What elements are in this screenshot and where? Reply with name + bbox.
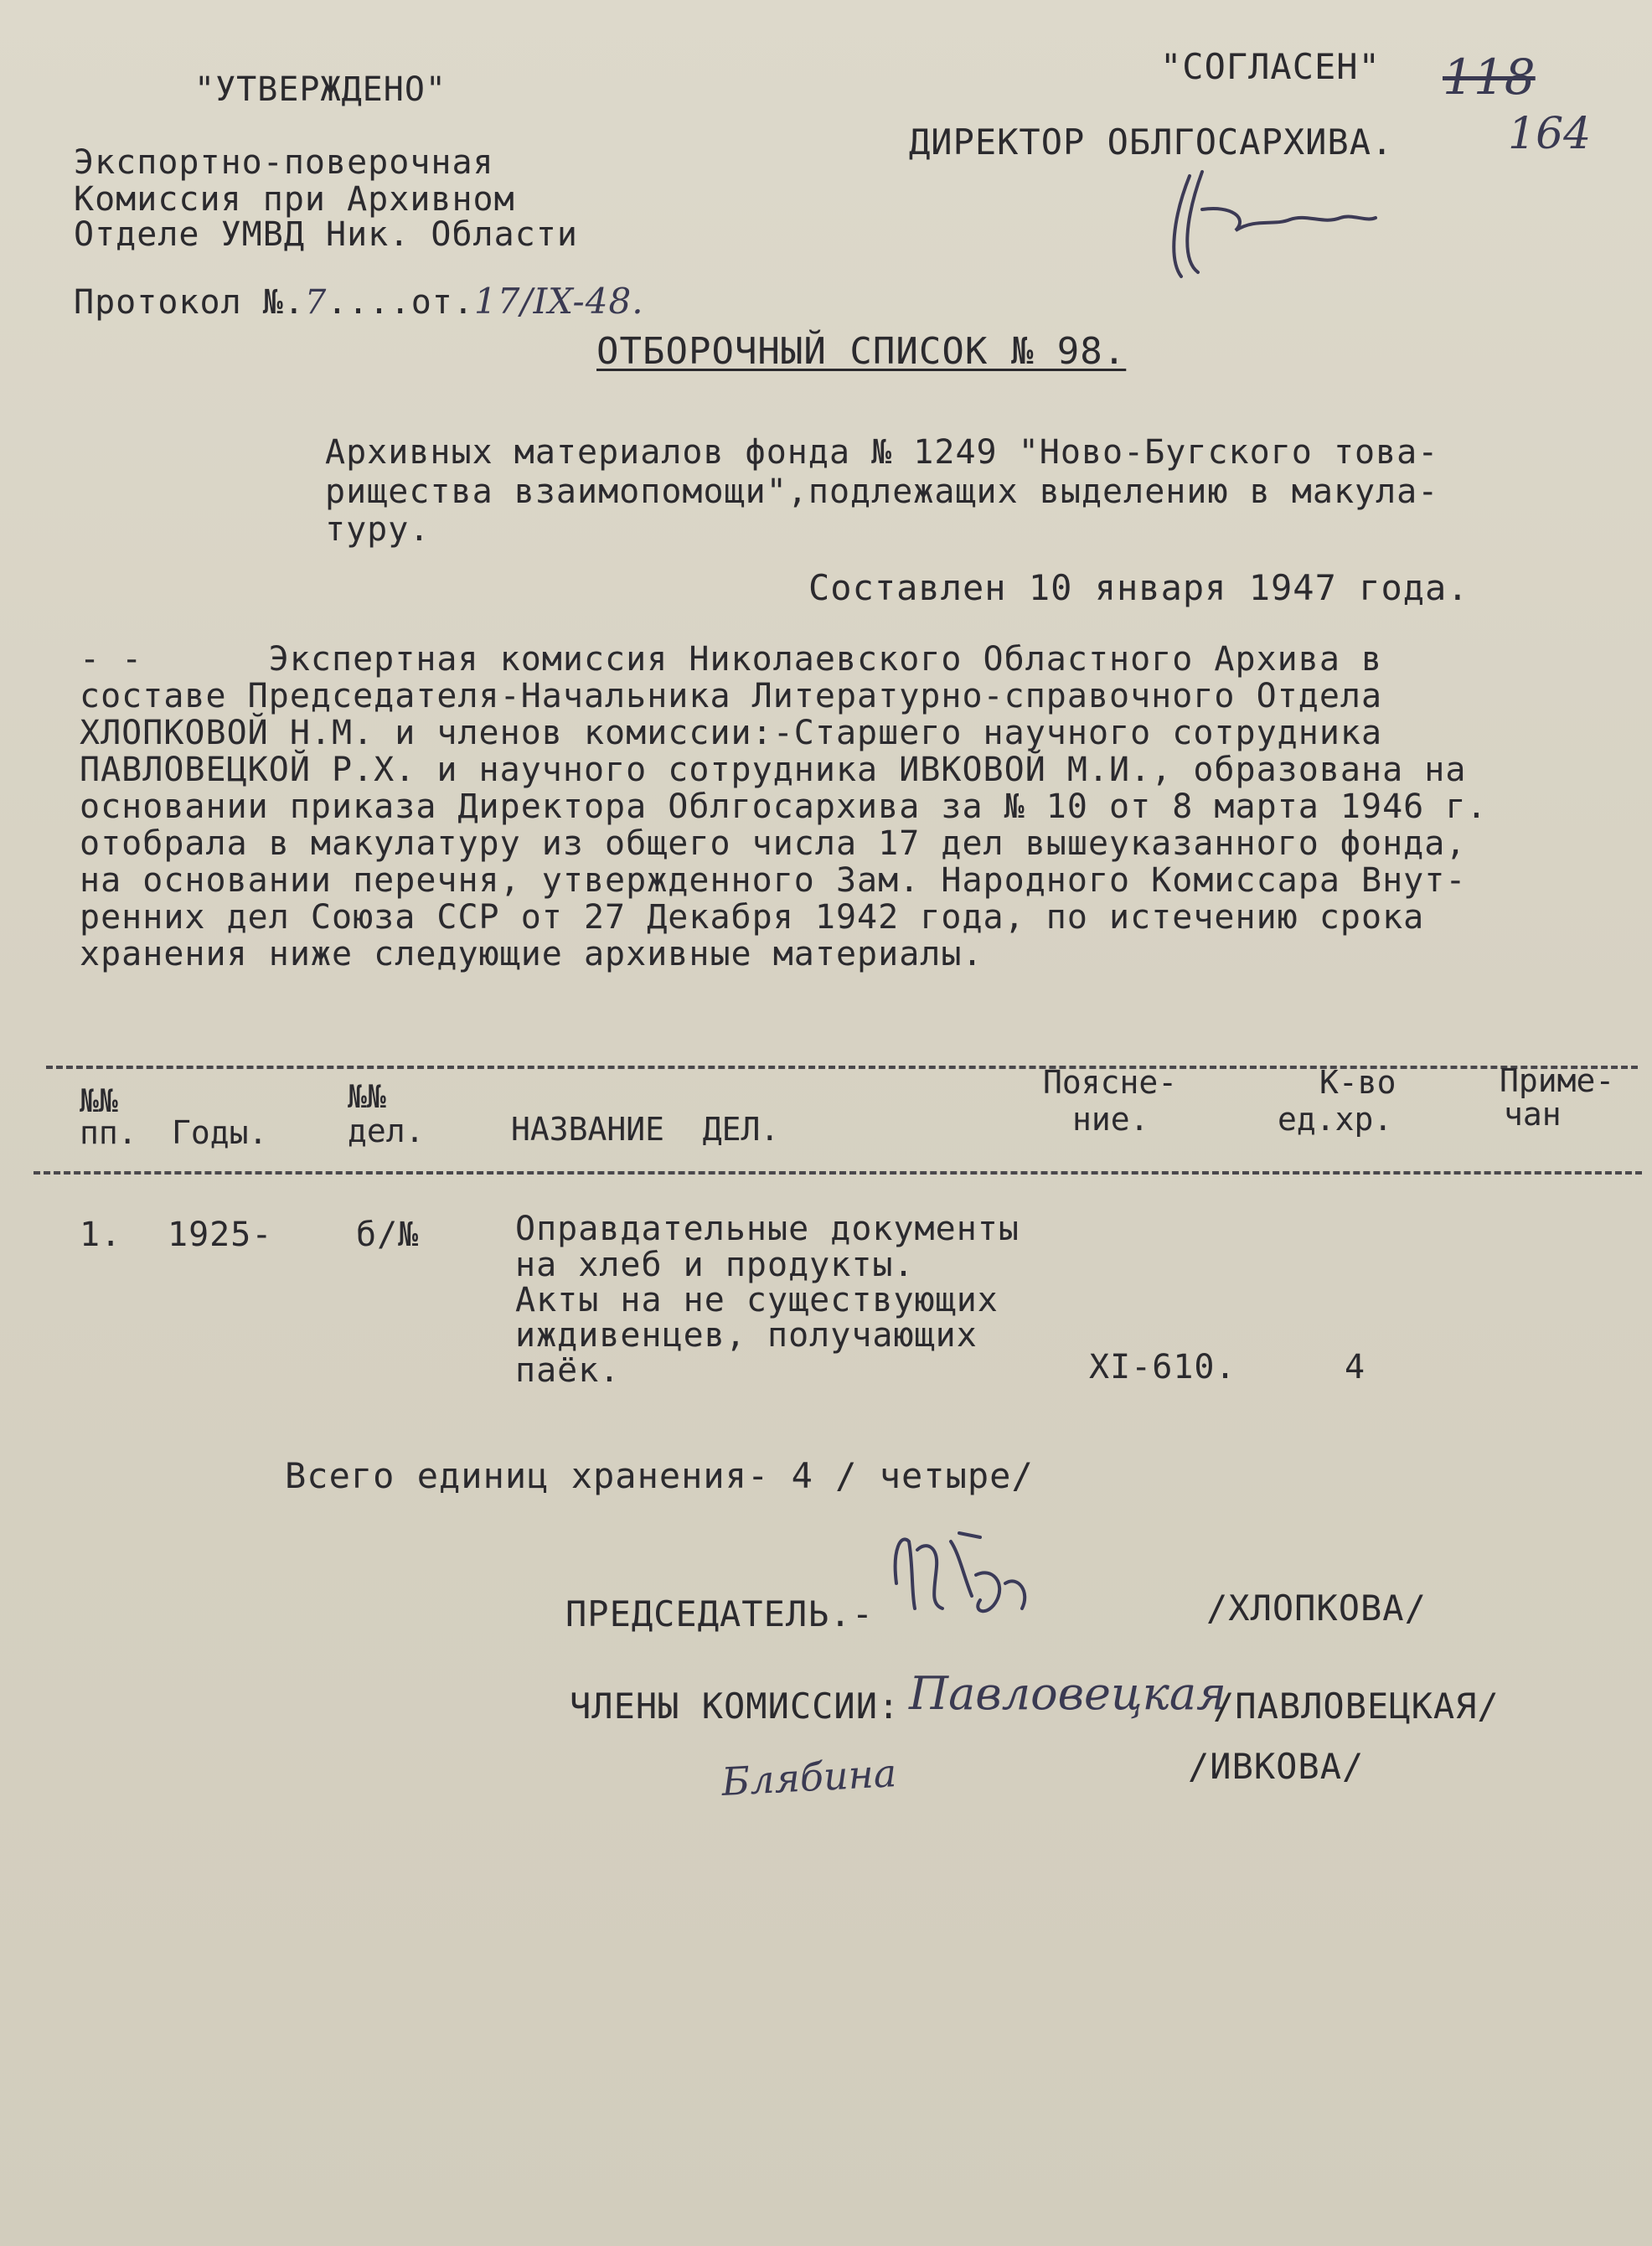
director-title: ДИРЕКТОР ОБЛГОСАРХИВА. [909, 121, 1394, 163]
member2-signature: Блябина [720, 1750, 898, 1805]
table-top-rule [46, 1066, 1638, 1069]
body-line: хранения ниже следующие архивные материалы. [80, 935, 983, 973]
col-qty-bottom: ед.хр. [1278, 1101, 1393, 1138]
row-file: б/№ [356, 1216, 420, 1254]
subtitle-line-1: Архивных материалов фонда № 1249 "Ново-Бугского това- [325, 433, 1439, 472]
body-line: составе Председателя-Начальника Литературно-справочного Отдела [80, 677, 1383, 715]
body-line: ренних дел Союза ССР от 27 Декабря 1942 года, по истечению срока [80, 898, 1425, 937]
col-num-bottom: пп. [80, 1114, 137, 1151]
subtitle-line-2: рищества взаимопомощи",подлежащих выделению в макула- [325, 472, 1439, 511]
col-file-top: №№ [348, 1078, 386, 1115]
col-num-top: №№ [80, 1082, 118, 1119]
org-line-2: Комиссия при Архивном [74, 180, 515, 219]
protocol-prefix: Протокол № [74, 283, 284, 322]
col-remarks-bottom: чан [1504, 1096, 1562, 1133]
total-units: Всего единиц хранения- 4 / четыре/ [285, 1455, 1034, 1496]
row-note: XI-610. [1089, 1348, 1236, 1386]
col-name: НАЗВАНИЕ ДЕЛ. [511, 1111, 780, 1148]
col-file-bottom: дел. [348, 1113, 425, 1149]
protocol-line: Протокол №.7....от.17/IX-48. [74, 281, 644, 322]
member1-signature: Павловецкая [909, 1667, 1226, 1720]
chair-signature [880, 1516, 1047, 1642]
org-line-1: Экспортно-поверочная [74, 143, 494, 182]
member2-name: /ИВКОВА/ [1188, 1746, 1365, 1787]
row-num: 1. [80, 1216, 122, 1254]
row-name-line: паёк. [515, 1351, 621, 1390]
page-number-new: 164 [1508, 109, 1592, 159]
body-paragraph [80, 641, 1604, 973]
row-name-line: Оправдательные документы [515, 1210, 1020, 1248]
director-signature [1156, 159, 1391, 285]
row-name-line: иждивенцев, получающих [515, 1316, 978, 1355]
body-line: отобрала в макулатуру из общего числа 17 дел вышеуказанного фонда, [80, 824, 1467, 863]
row-name-line: Акты на не существующих [515, 1281, 999, 1319]
body-line: - - Экспертная комиссия Николаевского Областного Архива в [80, 640, 1383, 679]
compiled-date: Составлен 10 января 1947 года. [808, 567, 1469, 608]
row-name-line: на хлеб и продукты. [515, 1246, 915, 1284]
col-qty-top: К-во [1319, 1064, 1396, 1101]
chair-label: ПРЕДСЕДАТЕЛЬ.- [565, 1593, 875, 1634]
chair-name: /ХЛОПКОВА/ [1206, 1588, 1427, 1629]
table-header-rule [34, 1171, 1642, 1175]
page-number-old: 118 [1443, 49, 1536, 106]
col-years: Годы. [172, 1114, 268, 1151]
member1-name: /ПАВЛОВЕЦКАЯ/ [1213, 1686, 1500, 1727]
col-note-bottom: ние. [1072, 1101, 1149, 1138]
agreed-stamp: "СОГЛАСЕН" [1160, 46, 1381, 87]
protocol-date: 17/IX-48. [473, 281, 644, 322]
body-line: ХЛОПКОВОЙ Н.М. и членов комиссии:-Старшего научного сотрудника [80, 714, 1383, 752]
col-note-top: Поясне- [1043, 1064, 1178, 1101]
body-line: на основании перечня, утвержденного Зам. Народного Комиссара Внут- [80, 861, 1467, 900]
members-label: ЧЛЕНЫ КОМИССИИ: [570, 1686, 901, 1727]
protocol-mid: от [410, 283, 453, 322]
row-qty: 4 [1345, 1348, 1366, 1386]
document-title: ОТБОРОЧНЫЙ СПИСОК № 98. [596, 330, 1127, 373]
body-line: ПАВЛОВЕЦКОЙ Р.Х. и научного сотрудника ИВКОВОЙ М.И., образована на [80, 751, 1467, 789]
approved-stamp: "УТВЕРЖДЕНО" [194, 70, 447, 109]
protocol-number: 7 [304, 283, 328, 322]
row-years: 1925- [168, 1216, 273, 1254]
org-line-3: Отделе УМВД Ник. Области [74, 215, 578, 254]
col-remarks-top: Приме- [1500, 1062, 1615, 1099]
body-line: основании приказа Директора Облгосархива за № 10 от 8 марта 1946 г. [80, 787, 1488, 826]
subtitle-line-3: туру. [325, 510, 431, 549]
